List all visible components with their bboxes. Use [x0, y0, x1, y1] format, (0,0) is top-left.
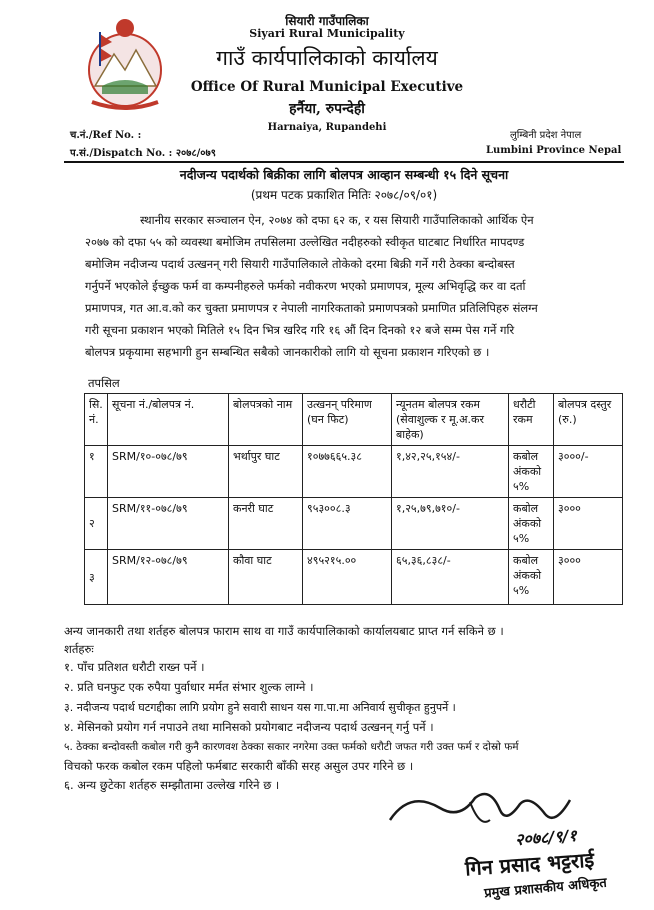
row-sn: १: [85, 446, 108, 498]
header-deposit: धरौटी रकम: [509, 394, 554, 446]
body-line-2: २०७७ को दफा ५५ को व्यवस्था बमोजिम तपसिलमा उल्लेखित नदीहरुको स्वीकृत घाटबाट निर्धारित मापदण्ड: [85, 235, 525, 249]
condition-3: ३. नदीजन्य पदार्थ घटगद्दीका लागि प्रयोग हुने सवारी साधन यस गा.पा.मा अनिवार्य सुचीकृत हुनुपर्ने ।: [64, 701, 456, 714]
row-quantity: ४९५२१५.००: [303, 550, 392, 605]
row-name: भर्थापुर घाट: [229, 446, 303, 498]
office-name-np: गाउँ कार्यपालिकाको कार्यालय: [216, 46, 438, 70]
signature-date: २०७८/९/१: [514, 825, 578, 850]
row-notice-no: SRM/११-०७८/७९: [108, 498, 229, 550]
row-deposit: कबोल अंकको ५%: [509, 446, 554, 498]
row-sn: ३: [85, 550, 108, 605]
table-header-row: [85, 394, 623, 446]
header-fee: बोलपत्र दस्तुर (रु.): [554, 394, 623, 446]
header-quantity: उत्खनन् परिमाण (घन फिट): [303, 394, 392, 446]
municipality-name-np: सियारी गाउँपालिका: [285, 14, 369, 28]
notice-subtitle: (प्रथम पटक प्रकाशित मितिः २०७८/०९/०१): [250, 188, 438, 202]
row-quantity: १०७७६६५.३८: [303, 446, 392, 498]
header-divider: [64, 161, 624, 163]
row-name: कौवा घाट: [229, 550, 303, 605]
table-row: [85, 498, 623, 550]
body-line-4: गर्नुपर्ने भएकोले ईच्छुक फर्म वा कम्पनीहरुले फर्मको नवीकरण भएको प्रमाणपत्र, मूल्य अभिवृद्धि कर वा दर्ता: [85, 279, 526, 293]
nepal-emblem-icon: [78, 14, 172, 114]
row-fee: ३०००/-: [554, 446, 623, 498]
row-fee: ३०००: [554, 550, 623, 605]
row-min-amount: ६५,३६,८३८/-: [392, 550, 509, 605]
header-notice-no: सूचना नं./बोलपत्र नं.: [108, 394, 229, 446]
condition-1: १. पाँच प्रतिशत धरौटी राख्न पर्ने ।: [64, 660, 205, 674]
row-quantity: ९५३००८.३: [303, 498, 392, 550]
body-line-3: बमोजिम नदीजन्य पदार्थ उत्खनन् गरी सियारी गाउँपालिकाले तोकेको दरमा बिक्री गर्ने गरी ठेक्का बन्दोबस्त: [85, 257, 515, 271]
footer-info: अन्य जानकारी तथा शर्तहरु बोलपत्र फाराम साथ वा गाउँ कार्यपालिकाको कार्यालयबाट प्राप्त गर्न सकिने छ ।: [64, 624, 504, 638]
notice-title: नदीजन्य पदार्थको बिक्रीका लागि बोलपत्र आव्हान सम्बन्धी १५ दिने सूचना: [179, 167, 509, 182]
table-caption: तपसिल: [88, 376, 120, 390]
row-deposit: कबोल अंकको ५%: [509, 550, 554, 605]
row-name: कनरी घाट: [229, 498, 303, 550]
municipality-name-en: Siyari Rural Municipality: [249, 27, 405, 40]
ref-no-label: च.नं./Ref No. :: [70, 130, 142, 141]
table-row: [85, 446, 623, 498]
location-en: Harnaiya, Rupandehi: [267, 122, 387, 133]
body-line-5: प्रमाणपत्र, गत आ.व.को कर चुक्ता प्रमाणपत्र र नेपाली नागरिकताको प्रमाणपत्रको प्रमाणित प्रतिलिपिहरु संलग्न: [85, 301, 538, 315]
condition-5-cont: विचको फरक कबोल रकम पहिलो फर्मबाट सरकारी बाँकी सरह असुल उपर गरिने छ ।: [64, 759, 414, 773]
condition-6: ६. अन्य छुटेका शर्तहरु सम्झौतामा उल्लेख गरिने छ ।: [64, 778, 280, 792]
header-bid-name: बोलपत्रको नाम: [229, 394, 303, 446]
row-notice-no: SRM/१०-०७८/७९: [108, 446, 229, 498]
header-min-amount: न्यूनतम बोलपत्र रकम (सेवाशुल्क र मू.अ.कर बाहेक): [392, 394, 509, 446]
location-np: हर्नैया, रुपन्देही: [289, 101, 365, 117]
province-en: Lumbini Province Nepal: [486, 145, 622, 156]
condition-5: ५. ठेक्का बन्दोवस्ती कबोल गरी कुनै कारणवश ठेक्का सकार नगरेमा उक्त फर्मको धरौटी जफत गरी उक्त फर्म र दोस्रो फर्म: [64, 741, 519, 753]
signatory-name: गिन प्रसाद भट्टराई: [464, 847, 595, 881]
tender-table: [84, 393, 623, 605]
row-notice-no: SRM/१२-०७८/७९: [108, 550, 229, 605]
row-sn: २: [85, 498, 108, 550]
body-line-1: स्थानीय सरकार सञ्चालन ऐन, २०७४ को दफा ६२ क, र यस सियारी गाउँपालिकाको आर्थिक ऐन: [140, 213, 534, 227]
row-min-amount: १,२५,७९,७१०/-: [392, 498, 509, 550]
signatory-title: प्रमुख प्रशासकीय अधिकृत: [483, 875, 608, 902]
condition-4: ४. मेसिनको प्रयोग गर्न नपाउने तथा मानिसको प्रयोगबाट नदीजन्य पदार्थ उत्खनन् गर्नु पर्ने ।: [64, 720, 434, 734]
province-np: लुम्बिनी प्रदेश नेपाल: [510, 130, 582, 141]
condition-2: २. प्रति घनफुट एक रुपैया पुर्वाधार मर्मत संभार शुल्क लाग्ने ।: [64, 680, 314, 694]
header-sn: सि. नं.: [85, 394, 108, 446]
conditions-label: शर्तहरुः: [64, 642, 94, 656]
body-line-6: गरी सूचना प्रकाशन भएको मितिले १५ दिन भित्र खरिद गरि १६ औं दिन दिनको १२ बजे सम्म पेस गर्ने गरि: [85, 323, 515, 337]
dispatch-no-label: प.सं./Dispatch No. : २०७८/०७९: [70, 148, 216, 159]
table-row: [85, 550, 623, 605]
body-line-7: बोलपत्र प्रकृयामा सहभागी हुन सम्बन्धित सबैको जानकारीको लागि यो सूचना प्रकाशन गरिएको छ ।: [85, 345, 490, 359]
row-min-amount: १,४२,२५,१५४/-: [392, 446, 509, 498]
row-fee: ३०००: [554, 498, 623, 550]
row-deposit: कबोल अंकको ५%: [509, 498, 554, 550]
office-name-en: Office Of Rural Municipal Executive: [190, 79, 464, 95]
